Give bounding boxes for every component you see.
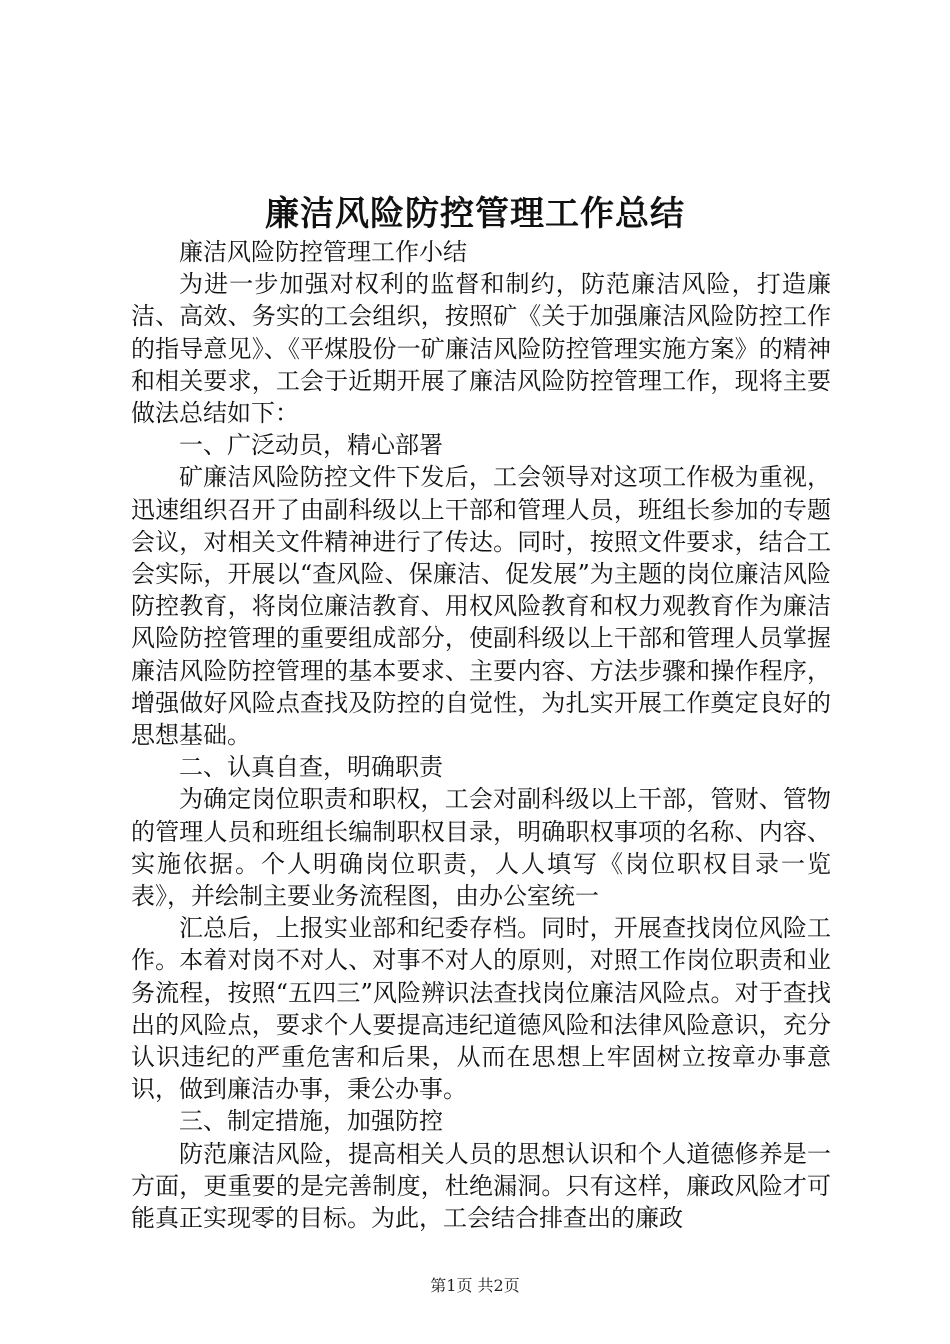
paragraph-subtitle: 廉洁风险防控管理工作小结 (179, 238, 467, 266)
paragraph-section-1: 矿廉洁风险防控文件下发后，工会领导对这项工作极为重视，迅速组织召开了由副科级以上干部和管理人员，班组长参加的专题会议，对相关文件精神进行了传达。同时，按照文件要求，结合工会实际，开展以“查风险、保廉洁、促发展”为主题的岗位廉洁风险防控教育，将岗位廉洁教育、用权风险教育和权力观教育作为廉洁风险防控管理的重要组成部分，使副科级以上干部和管理人员掌握廉洁风险防控管理的基本要求、主要内容、方法步骤和操作程序，增强做好风险点查找及防控的自觉性，为扎实开展工作奠定良好的思想基础。 (131, 463, 831, 750)
paragraph-section-2b: 汇总后，上报实业部和纪委存档。同时，开展查找岗位风险工作。本着对岗不对人、对事不对人的原则，对照工作岗位职责和业务流程，按照“五四三”风险辨识法查找岗位廉洁风险点。对于查找出的风险点，要求个人要提高违纪道德风险和法律风险意识，充分认识违纪的严重危害和后果，从而在思想上牢固树立按章办事意识，做到廉洁办事，秉公办事。 (131, 914, 831, 1104)
document-title: 廉洁风险防控管理工作总结 (265, 194, 685, 234)
paragraph-section-2a: 为确定岗位职责和职权，工会对副科级以上干部，管财、管物的管理人员和班组长编制职权目录，明确职权事项的名称、内容、实施依据。个人明确岗位职责，人人填写《岗位职权目录一览表》，并绘制主要业务流程图，由办公室统一 (131, 785, 831, 911)
section-heading-1: 一、广泛动员，精心部署 (179, 431, 443, 460)
section-heading-2: 二、认真自查，明确职责 (179, 753, 443, 782)
section-heading-3: 三、制定措施，加强防控 (179, 1107, 443, 1136)
paragraph-intro: 为进一步加强对权利的监督和制约，防范廉洁风险，打造廉洁、高效、务实的工会组织，按照矿《关于加强廉洁风险防控工作的指导意见》、《平煤股份一矿廉洁风险防控管理实施方案》的精神和相关要求，工会于近期开展了廉洁风险防控管理工作，现将主要做法总结如下： (131, 270, 831, 428)
paragraph-section-3: 防范廉洁风险，提高相关人员的思想认识和个人道德修养是一方面，更重要的是完善制度，杜绝漏洞。只有这样，廉政风险才可能真正实现零的目标。为此，工会结合排查出的廉政 (131, 1139, 831, 1233)
document-body (131, 236, 831, 1234)
page-number: 第1页 共2页 (430, 1276, 520, 1295)
